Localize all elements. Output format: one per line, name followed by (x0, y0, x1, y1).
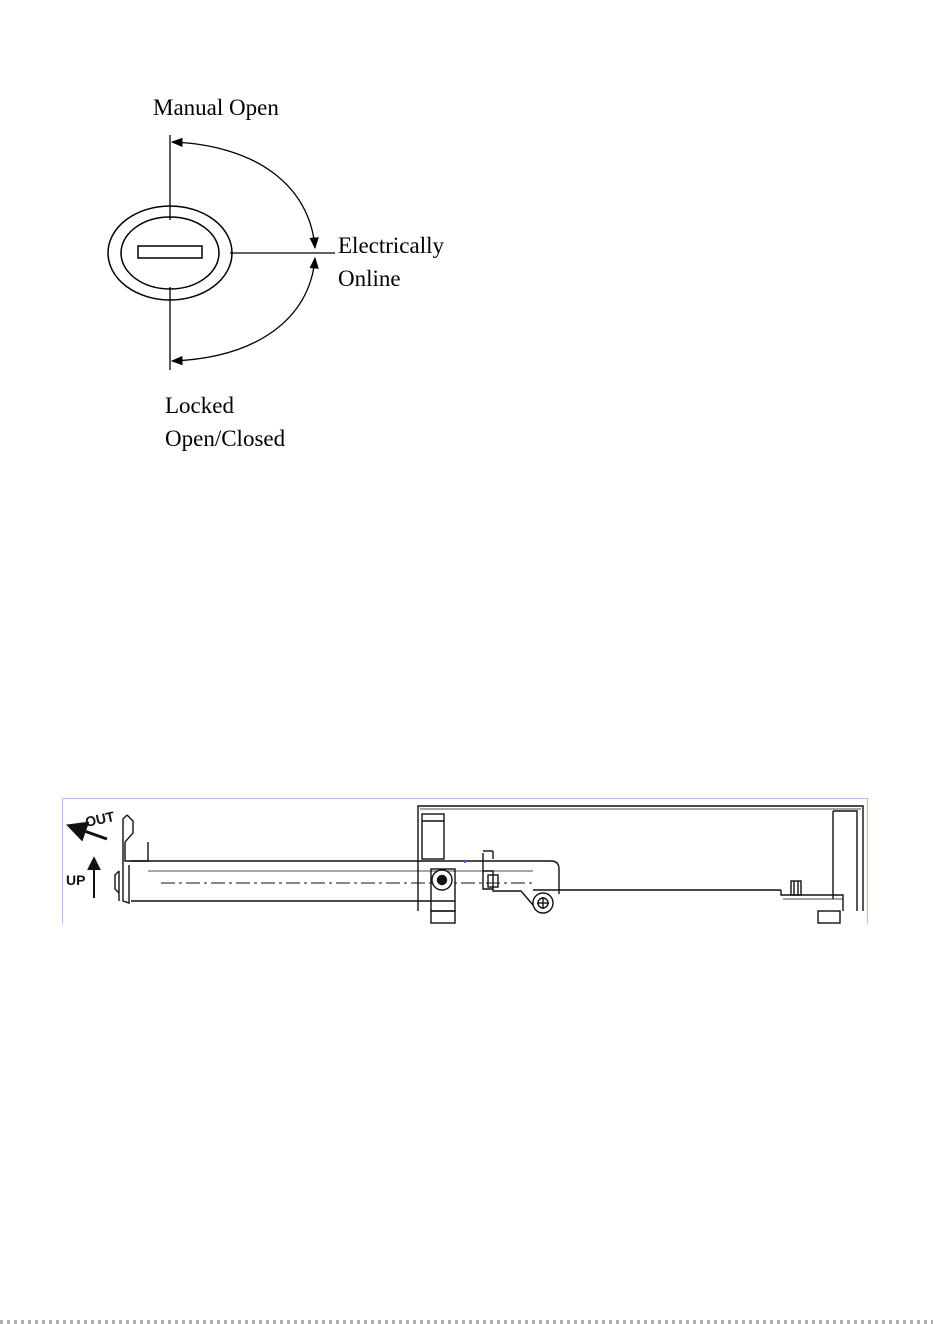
up-label: UP (66, 872, 86, 888)
drawer-slide (115, 815, 559, 905)
small-marker (464, 861, 466, 863)
key-slot-icon (138, 246, 202, 258)
locked-label-line2: Open/Closed (165, 426, 286, 451)
electrically-online-label-line2: Online (338, 266, 401, 291)
cabinet-housing (418, 806, 863, 923)
pivot-bolt-icon (431, 869, 455, 911)
key-cylinder-icon (108, 206, 232, 300)
roller-wheel-icon (533, 893, 553, 913)
electrically-online-label-line1: Electrically (338, 233, 444, 258)
drawer-side-view-diagram (62, 798, 868, 924)
locked-label-line1: Locked (165, 393, 234, 418)
drawer-drawing (63, 799, 868, 924)
footer-strip (0, 1320, 933, 1324)
manual-open-arrow-icon (172, 142, 315, 248)
out-label: OUT (83, 808, 116, 830)
manual-open-label: Manual Open (153, 95, 279, 120)
locked-arrow-icon (172, 258, 315, 361)
